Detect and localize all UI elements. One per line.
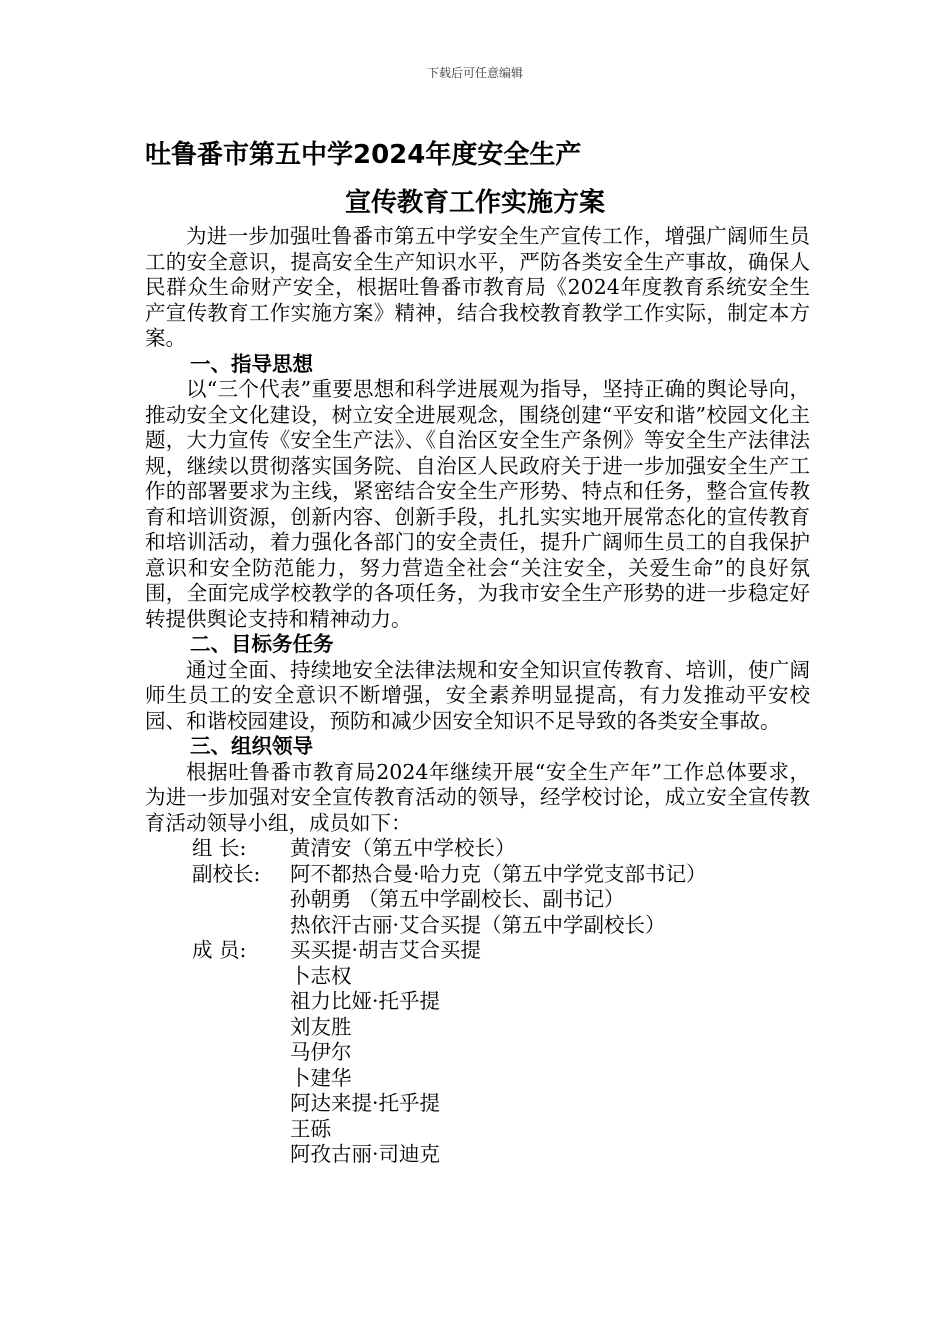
section-heading-goals-tasks: 二、目标务任务: [190, 632, 334, 656]
member-name: 阿孜古丽·司迪克: [290, 1142, 441, 1166]
deputy-name: 热依汗古丽·艾合买提（第五中学副校长）: [290, 912, 666, 937]
deputy-names: [290, 862, 707, 939]
leader-row: [145, 836, 810, 862]
document-body: [145, 224, 810, 1168]
leader-label: 组 长:: [192, 836, 247, 860]
member-name: 阿达来提·托乎提: [290, 1091, 441, 1115]
document-title-line-1: 吐鲁番市第五中学2024年度安全生产: [145, 140, 582, 170]
leader-names: [290, 836, 516, 862]
members-label: 成 员:: [192, 938, 247, 962]
intro-paragraph: 为进一步加强吐鲁番市第五中学安全生产宣传工作，增强广阔师生员工的安全意识，提高安全生产知识水平，严防各类安全生产事故，确保人民群众生命财产安全，根据吐鲁番市教育局《2024年度教育系统安全生产宣传教育工作实施方案》精神，结合我校教育教学工作实际，制定本方案。: [145, 224, 810, 350]
section-paragraph-guiding-thought: 以“三个代表”重要思想和科学进展观为指导，坚持正确的舆论导向，推动安全文化建设，树立安全进展观念，围绕创建“平安和谐”校园文化主题，大力宣传《安全生产法》、《自治区安全生产条例》等安全生产法律法规，继续以贯彻落实国务院、自治区人民政府关于进一步加强安全生产工作的部署要求为主线，紧密结合安全生产形势、特点和任务，整合宣传教育和培训资源，创新内容、创新手段，扎扎实实地开展常态化的宣传教育和培训活动，着力强化各部门的安全责任，提升广阔师生员工的自我保护意识和安全防范能力，努力营造全社会“关注安全，关爱生命”的良好氛围，全面完成学校教学的各项任务，为我市安全生产形势的进一步稳定好转提供舆论支持和精神动力。: [145, 377, 810, 631]
member-name: 马伊尔: [290, 1040, 352, 1064]
member-name: 买买提·胡吉艾合买提: [290, 938, 482, 962]
section-heading-organization: 三、组织领导: [190, 734, 313, 758]
member-name: 卜建华: [290, 1065, 352, 1090]
section-paragraph-organization: 根据吐鲁番市教育局2024年继续开展“安全生产年”工作总体要求，为进一步加强对安全宣传教育活动的领导，经学校讨论，成立安全宣传教育活动领导小组，成员如下：: [145, 759, 810, 835]
member-name: 祖力比娅·托乎提: [290, 989, 441, 1013]
document-title-line-2: 宣传教育工作实施方案: [344, 188, 605, 218]
member-name: 王砾: [290, 1116, 331, 1141]
deputy-label: 副校长:: [192, 861, 261, 886]
members-names: [290, 938, 481, 1168]
section-paragraph-goals-tasks: 通过全面、持续地安全法律法规和安全知识宣传教育、培训，使广阔师生员工的安全意识不断增强，安全素养明显提高，有力发推动平安校园、和谐校园建设，预防和减少因安全知识不足导致的各类安全事故。: [145, 657, 810, 733]
header-note: 下载后可任意编辑: [426, 66, 523, 80]
member-name: 刘友胜: [290, 1014, 352, 1039]
members-row: [145, 938, 810, 1168]
member-name: 卜志权: [290, 963, 352, 988]
deputy-name: 阿不都热合曼·哈力克（第五中学党支部书记）: [290, 861, 707, 886]
leader-name: 黄清安（第五中学校长）: [290, 836, 516, 860]
deputy-name: 孙朝勇 （第五中学副校长、副书记）: [290, 887, 625, 911]
section-heading-guiding-thought: 一、指导思想: [190, 351, 313, 376]
deputy-row: [145, 862, 810, 939]
